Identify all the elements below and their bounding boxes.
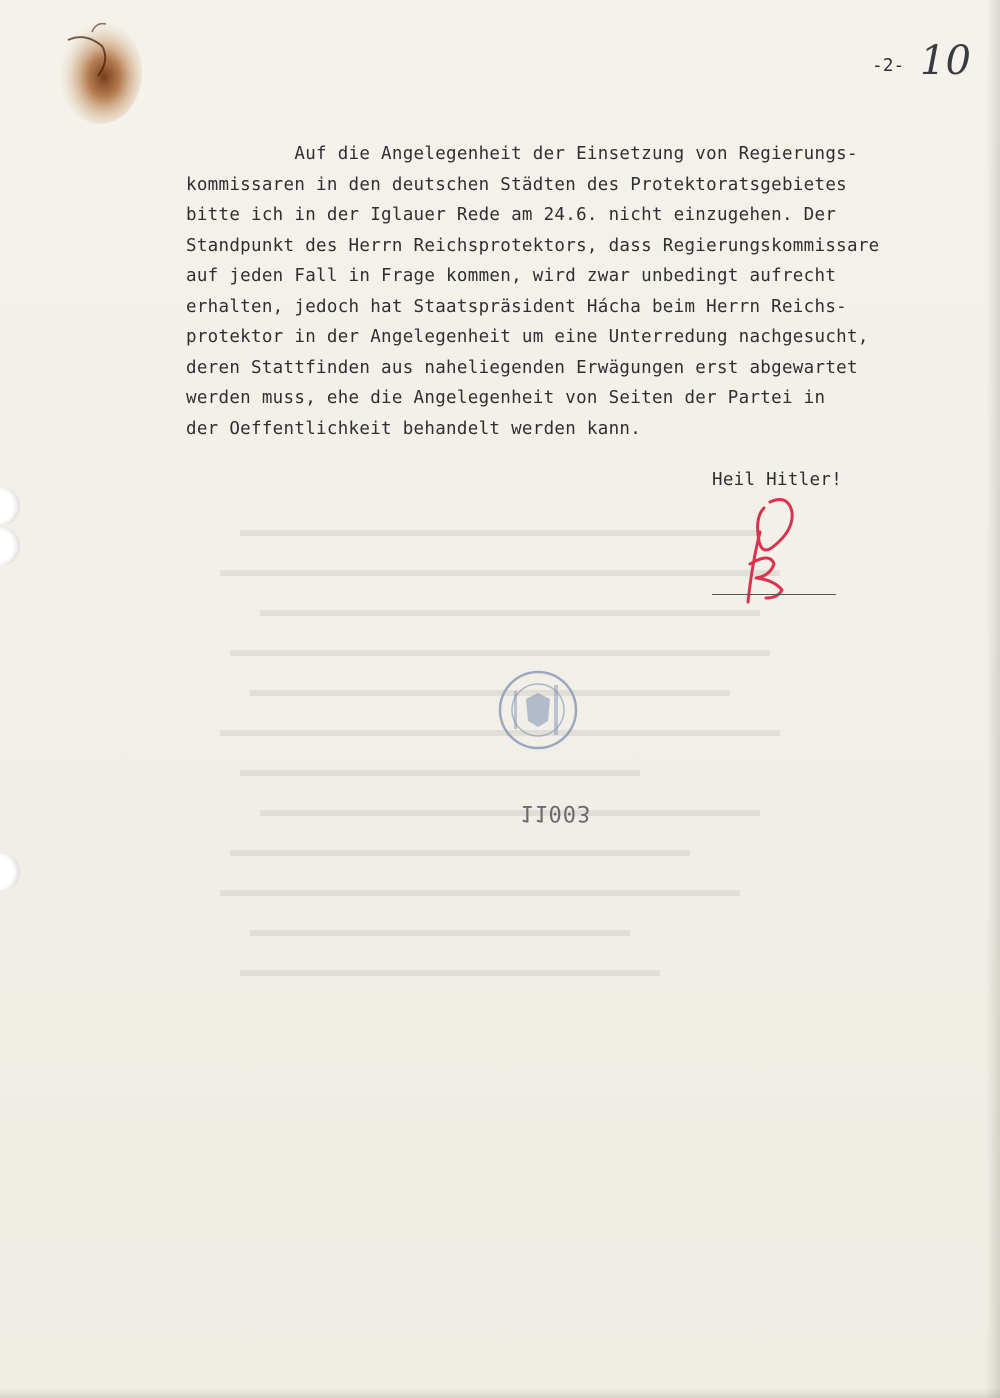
archive-stamp-icon [488,665,588,755]
signature-line [712,594,836,595]
body-line: bitte ich in der Iglauer Rede am 24.6. nicht einzugehen. Der [186,205,837,225]
page-bottom-shadow [0,1388,1000,1398]
letter-body [186,139,946,444]
body-line: erhalten, jedoch hat Staatspräsident Hácha beim Herrn Reichs- [186,296,847,317]
punch-hole [0,486,20,526]
burn-mark-stain [40,10,150,140]
body-line: der Oeffentlichkeit behandelt werden kann. [186,418,642,439]
page-edge-shadow [986,0,1000,1398]
archive-number: 11003 [520,800,592,825]
body-line: auf jeden Fall in Frage kommen, wird zwar unbedingt aufrecht [186,266,837,286]
handwritten-signature-icon [730,494,820,614]
closing-salutation: Heil Hitler! [712,470,843,490]
page-number: -2- [872,56,905,76]
handwritten-folio-number: 10 [920,38,971,84]
body-line: protektor in der Angelegenheit um eine Unterredung nachgesucht, [186,327,869,347]
body-line: Standpunkt des Herrn Reichsprotektors, dass Regierungskommissare [186,235,880,256]
punch-hole [0,852,20,892]
body-line: Auf die Angelegenheit der Einsetzung von Regierungs- [186,144,858,164]
punch-hole [0,526,20,566]
body-line: deren Stattfinden aus naheliegenden Erwägungen erst abgewartet [186,357,858,378]
body-line: kommissaren in den deutschen Städten des Protektoratsgebietes [186,174,847,195]
body-line: werden muss, ehe die Angelegenheit von Seiten der Partei in [186,388,826,408]
